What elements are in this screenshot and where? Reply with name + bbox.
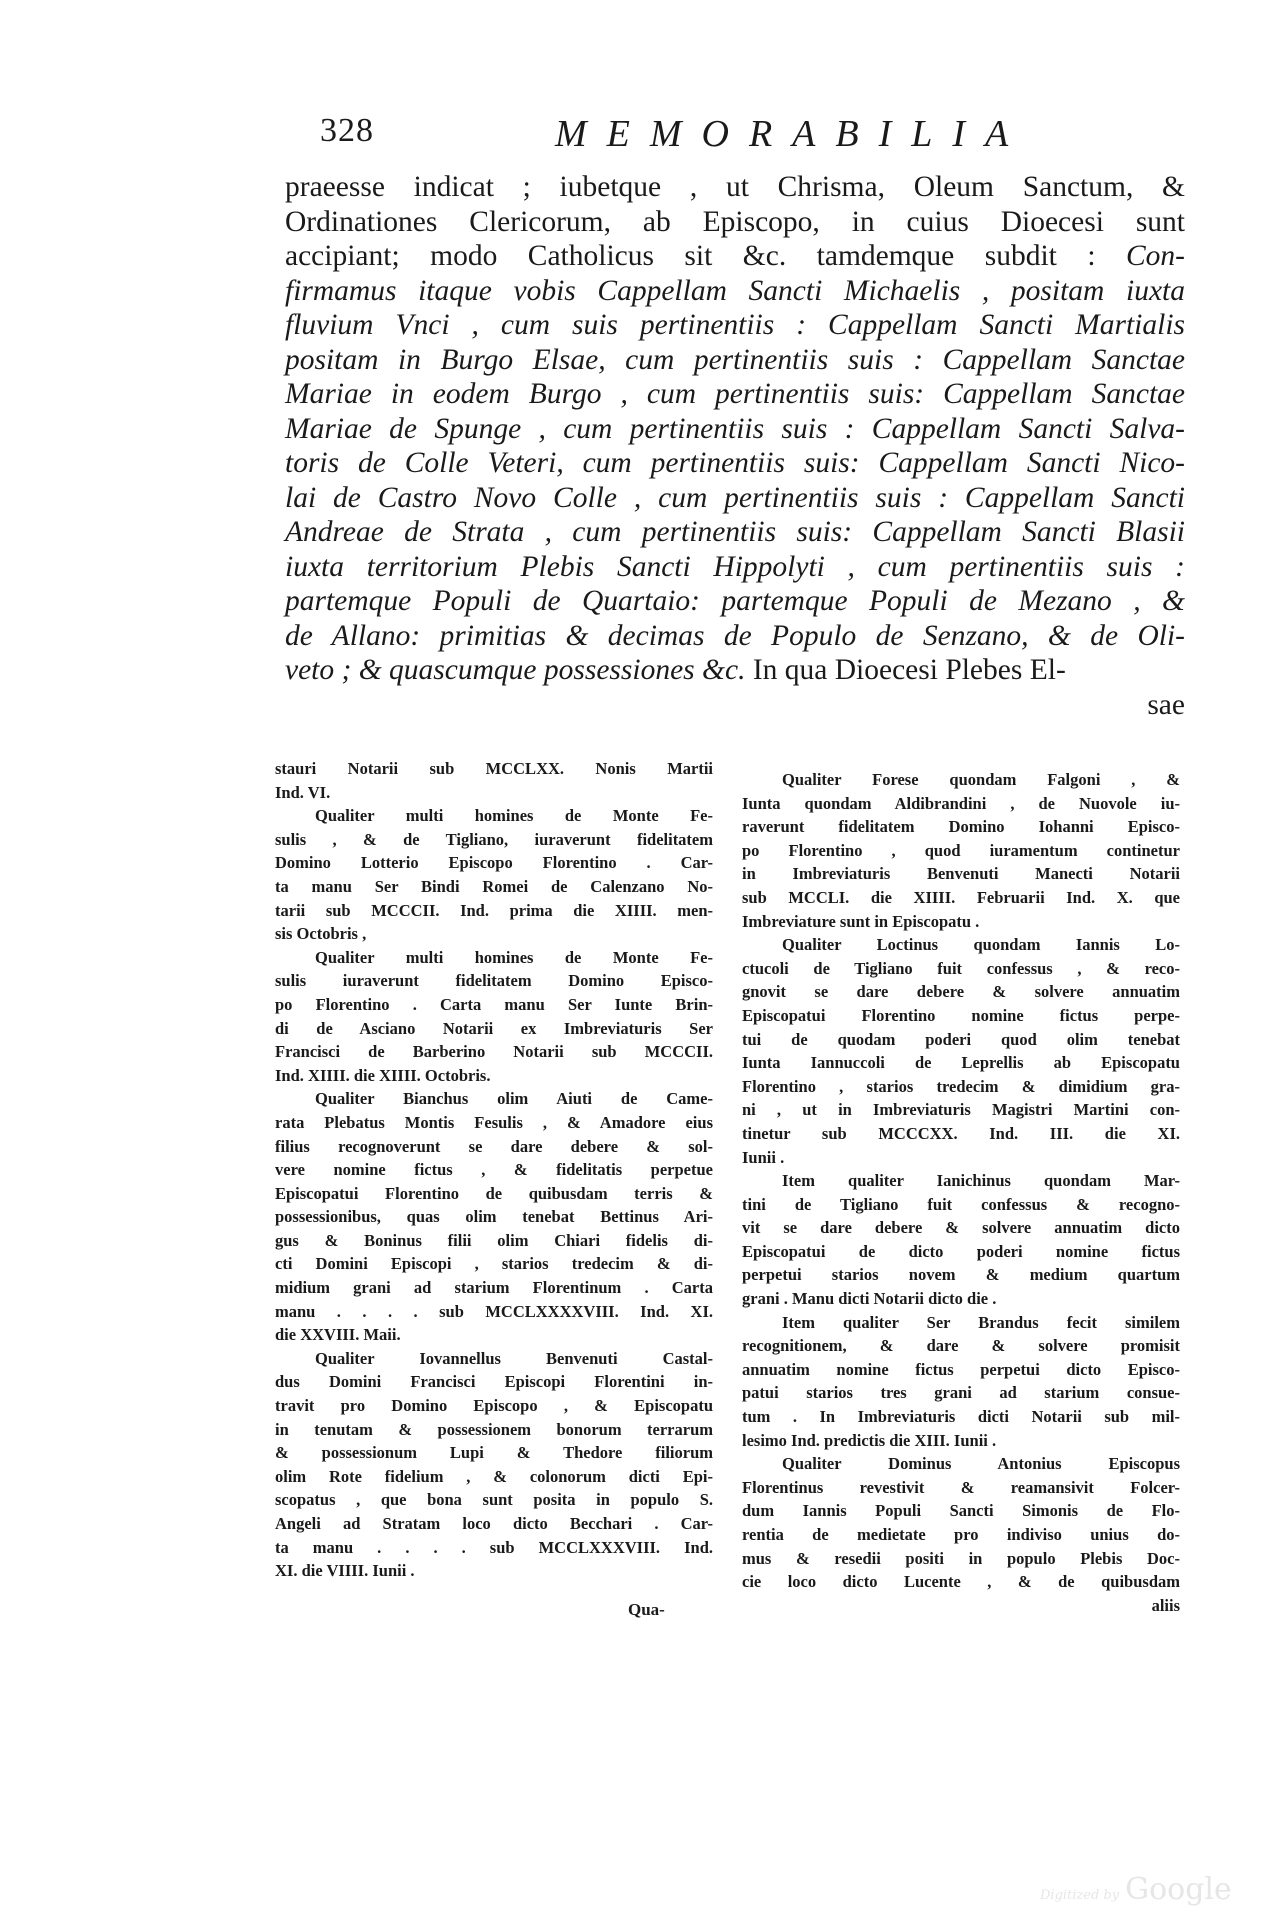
left-column-line: travit pro Domino Episcopo , & Episcopatu [275,1396,713,1416]
page-number: 328 [320,112,374,149]
right-column-line: Qualiter Dominus Antonius Episcopus [782,1454,1180,1474]
left-column-line: Francisci de Barberino Notarii sub MCCCII. [275,1042,713,1062]
watermark-prefix: Digitized by [1040,1888,1120,1903]
right-column-line: Item qualiter Ianichinus quondam Mar- [782,1171,1180,1191]
right-column-line: recognitionem, & dare & solvere promisit [742,1336,1180,1356]
main-text-italic: positam in Burgo Elsae, cum pertinentiis suis : Cappellam Sanctae [285,343,1185,376]
google-logo: Google [1125,1872,1232,1907]
main-text-line [285,515,1185,550]
left-column-line: dus Domini Francisci Episcopi Florentini in- [275,1372,713,1392]
right-column-line: Imbreviature sunt in Episcopatu . [742,911,980,931]
right-column-line: lesimo Ind. predictis die XIII. Iunii . [742,1430,997,1450]
right-column-line: tinetur sub MCCCXX. Ind. III. die XI. [742,1123,1180,1143]
main-text-roman: praeesse indicat ; iubetque , ut Chrisma, Oleum Sanctum, & [285,171,1185,203]
left-column-line: rata Plebatus Montis Fesulis , & Amadore eius [275,1112,713,1132]
left-column-line: in tenutam & possessionem bonorum terrarum [275,1419,713,1439]
main-text-italic: partemque Populi de Quartaio: partemque Populi de Mezano , & [285,585,1185,617]
main-text-line [285,377,1185,412]
left-column-line: sulis iuraverunt fidelitatem Domino Episco- [275,971,713,991]
main-text-line [285,308,1185,343]
right-column-line: Iunta quondam Aldibrandini , de Nuovole iu- [742,793,1180,813]
left-column-line: sis Octobris , [275,924,367,944]
left-column-line: vere nomine fictus , & fidelitatis perpetue [275,1160,713,1180]
right-column-line: Episcopatui de dicto poderi nomine fictus [742,1241,1180,1261]
right-column-line: Florentino , starios tredecim & dimidium gra- [742,1076,1180,1096]
main-text-italic: firmamus itaque vobis Cappellam Sancti Michaelis , positam iuxta [285,274,1185,307]
right-column-line: tum . In Imbreviaturis dicti Notarii sub mil- [742,1407,1180,1427]
main-text-block [285,170,1185,722]
right-column-line: Iunta Iannuccoli de Leprellis ab Episcopatu [742,1053,1180,1073]
right-column-line: vit se dare debere & solvere annuatim dicto [742,1218,1180,1238]
right-column-line: cie loco dicto Lucente , & de quibusdam [742,1572,1180,1592]
right-column [742,768,1180,1617]
main-text-line [285,239,1185,274]
left-column-line: filius recognoverunt se dare debere & sol- [275,1136,713,1156]
right-column-line: ni , ut in Imbreviaturis Magistri Martini con- [742,1100,1180,1120]
digitized-by-watermark [1040,1872,1232,1907]
main-text-line [285,446,1185,481]
right-column-line: Qualiter Forese quondam Falgoni , & [782,770,1180,789]
left-column-line: Qualiter multi homines de Monte Fe- [315,947,713,967]
left-column [275,757,713,1583]
main-text-line [285,343,1185,378]
main-text-line [285,481,1185,516]
left-column-line: manu . . . . sub MCCLXXXXVIII. Ind. XI. [275,1301,713,1321]
left-column-line: sulis , & de Tigliano, iuraverunt fidelitatem [275,829,713,849]
left-column-line: di de Asciano Notarii ex Imbreviaturis Ser [275,1018,713,1038]
right-column-line: tini de Tigliano fuit confessus & recogno- [742,1194,1180,1214]
main-text-line [285,274,1185,309]
right-column-line: perpetui starios novem & medium quartum [742,1265,1180,1285]
main-text-italic: Mariae in eodem Burgo , cum pertinentiis suis: Cappellam Sanctae [285,378,1185,410]
main-text-italic: Mariae de Spunge , cum pertinentiis suis : Cappellam Sancti Salva- [285,412,1185,445]
right-column-line: dum Iannis Populi Sancti Simonis de Flo- [742,1501,1180,1521]
left-column-line: die XXVIII. Maii. [275,1325,401,1345]
main-text-italic: lai de Castro Novo Colle , cum pertinentiis suis : Cappellam Sancti [285,481,1185,514]
right-column-line: sub MCCLI. die XIIII. Februarii Ind. X. que [742,887,1180,907]
left-column-line: scopatus , que bona sunt posita in populo S. [275,1490,713,1510]
left-column-line: & possessionum Lupi & Thedore filiorum [275,1443,713,1463]
right-column-line: Qualiter Loctinus quondam Iannis Lo- [782,935,1180,955]
main-text-line [285,205,1185,240]
main-text-italic: toris de Colle Veteri, cum pertinentiis suis: Cappellam Sancti Nico- [285,447,1185,479]
right-column-line: po Florentino , quod iuramentum continetur [742,840,1180,860]
left-column-line: possessionibus, quas olim tenebat Bettinus Ari- [275,1207,713,1227]
left-column-line: olim Rote fidelium , & colonorum dicti Epi- [275,1466,713,1486]
main-text-line [285,412,1185,447]
left-column-line: Qualiter Bianchus olim Aiuti de Came- [315,1089,713,1109]
main-text-italic: veto ; & quascumque possessiones &c. [285,654,746,686]
left-column-line: Qualiter multi homines de Monte Fe- [315,806,713,826]
main-text-line [285,653,1185,688]
left-column-line: Ind. VI. [275,782,331,802]
left-column-catchword: Qua- [628,1600,665,1619]
right-column-line: Episcopatui Florentino nomine fictus perpe- [742,1005,1180,1025]
main-text-roman: accipiant; modo Catholicus sit &c. tamdemque subdit : [285,240,1126,272]
right-column-line: Item qualiter Ser Brandus fecit similem [782,1312,1180,1332]
left-column-line: Qualiter Iovannellus Benvenuti Castal- [315,1348,713,1368]
main-text-line [285,170,1185,205]
main-text-roman: Ordinationes Clericorum, ab Episcopo, in cuius Dioecesi sunt [285,205,1185,238]
right-column-line: ctucoli de Tigliano fuit confessus , & reco- [742,958,1180,978]
left-column-line: tarii sub MCCCII. Ind. prima die XIIII. men- [275,900,713,920]
left-column-line: stauri Notarii sub MCCLXX. Nonis Martii [275,759,713,778]
main-text-italic: Andreae de Strata , cum pertinentiis suis: Cappellam Sancti Blasii [285,516,1185,548]
right-column-line: tui de quodam poderi quod olim tenebat [742,1029,1180,1049]
left-column-line: cti Domini Episcopi , starios tredecim & di- [275,1254,713,1274]
right-column-line: patui starios tres grani ad starium consue- [742,1383,1180,1403]
left-column-line: po Florentino . Carta manu Ser Iunte Brin- [275,994,713,1014]
main-text-line [285,584,1185,619]
running-title: MEMORABILIA [555,113,1029,155]
right-column-line: mus & resedii positi in populo Plebis Doc- [742,1548,1180,1568]
left-column-line: midium grani ad starium Florentinum . Carta [275,1278,713,1298]
right-column-line: raverunt fidelitatem Domino Iohanni Episco- [742,817,1180,837]
left-column-line: XI. die VIIII. Iunii . [275,1561,415,1581]
left-column-line: Episcopatui Florentino de quibusdam terris & [275,1183,713,1203]
right-column-line: aliis [1151,1595,1180,1615]
main-text-catchword: sae [1147,688,1185,721]
right-column-line: gnovit se dare debere & solvere annuatim [742,982,1180,1002]
left-column-line: ta manu . . . . sub MCCLXXXVIII. Ind. [275,1537,713,1557]
main-text-italic: fluvium Vnci , cum suis pertinentiis : Cappellam Sancti Martialis [285,309,1185,341]
right-column-line: Iunii . [742,1147,785,1167]
left-column-line: Angeli ad Stratam loco dicto Becchari . Car- [275,1514,713,1533]
right-column-line: in Imbreviaturis Benvenuti Manecti Notarii [742,864,1180,884]
right-column-line: annuatim nomine fictus perpetui dicto Episco- [742,1359,1180,1379]
left-column-line: gus & Boninus filii olim Chiari fidelis di- [275,1230,713,1250]
left-column-line: ta manu Ser Bindi Romei de Calenzano No- [275,876,713,896]
main-text-italic: de Allano: primitias & decimas de Populo de Senzano, & de Oli- [285,619,1185,652]
left-column-line: Domino Lotterio Episcopo Florentino . Car- [275,853,713,873]
right-column-line: grani . Manu dicti Notarii dicto die . [742,1289,997,1309]
main-text-italic: iuxta territorium Plebis Sancti Hippolyti , cum pertinentiis suis : [285,550,1185,583]
right-column-line: rentia de medietate pro indiviso unius do- [742,1525,1180,1544]
main-text-roman-tail: In qua Dioecesi Plebes El- [745,654,1066,686]
main-text-italic: Con- [1126,240,1185,272]
left-column-line: Ind. XIIII. die XIIII. Octobris. [275,1065,491,1085]
right-column-line: Florentinus revestivit & reamansivit Folcer- [742,1477,1180,1497]
main-text-line [285,550,1185,585]
main-text-line [285,619,1185,654]
